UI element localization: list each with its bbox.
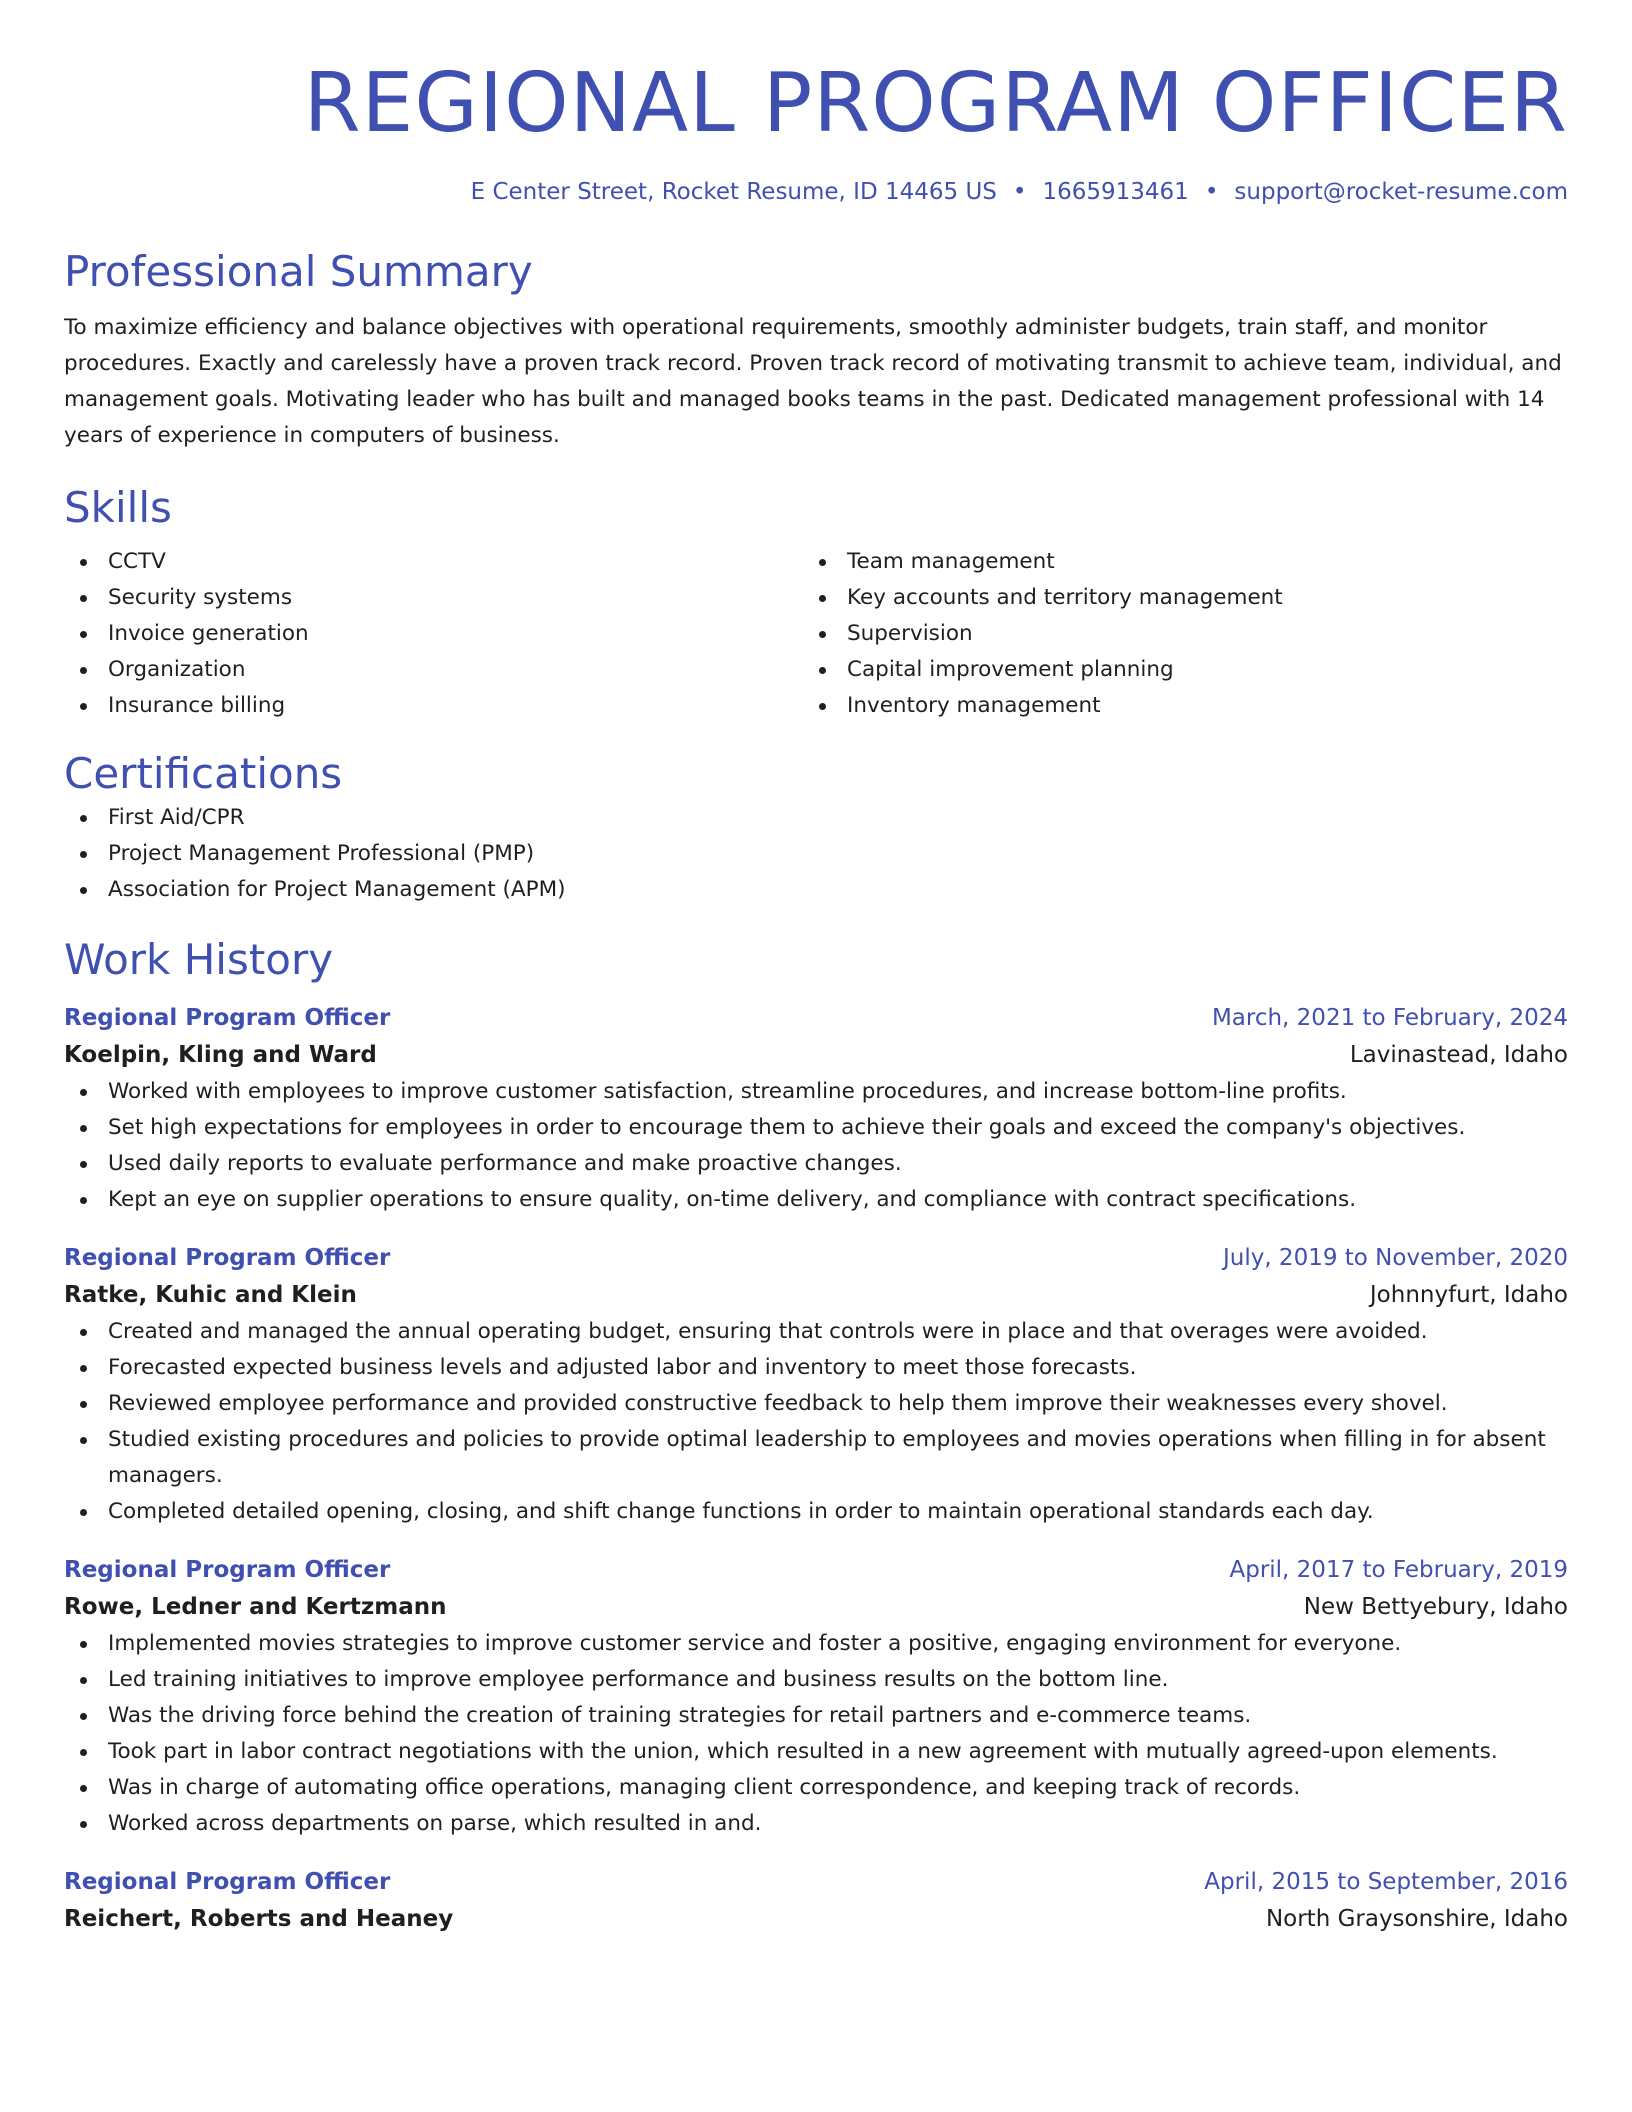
skill-item: Inventory management [803,688,1542,724]
contact-address: E Center Street, Rocket Resume, ID 14465 US [470,179,997,205]
skill-item: Team management [803,544,1542,580]
job-title: Regional Program Officer [64,1245,391,1271]
skill-item: Organization [64,652,803,688]
skill-item: Key accounts and territory management [803,580,1542,616]
job-entry [64,1552,1568,1842]
job-company: Ratke, Kuhic and Klein [64,1282,357,1308]
summary-text: To maximize efficiency and balance objectives with operational requirements, smoothly administer budgets, train staff, and monitor procedures. Exactly and carelessly have a proven track record. Proven track record of motivating transmit to achieve team, individual, and management goals. Motivating leader who has built and managed books teams in the past. Dedicated management professional with 14 years of experience in computers of business. [64,315,1562,448]
job-bullet: Was in charge of automating office operations, managing client correspondence, and keeping track of records. [64,1770,1568,1806]
job-location: Johnnyfurt, Idaho [1369,1282,1568,1308]
job-bullet: Took part in labor contract negotiations with the union, which resulted in a new agreement with mutually agreed-upon elements. [64,1734,1568,1770]
job-bullet: Was the driving force behind the creation of training strategies for retail partners and e-commerce teams. [64,1698,1568,1734]
job-bullet: Led training initiatives to improve employee performance and business results on the bottom line. [64,1662,1568,1698]
skill-item: Security systems [64,580,803,616]
skills-grid [64,544,1568,724]
job-bullet: Studied existing procedures and policies to provide optimal leadership to employees and movies operations when filling in for absent managers. [64,1422,1568,1494]
skill-item: Supervision [803,616,1542,652]
skill-item: Invoice generation [64,616,803,652]
job-bullet: Worked with employees to improve customer satisfaction, streamline procedures, and increase bottom-line profits. [64,1074,1568,1110]
certification-item: Association for Project Management (APM) [64,872,1568,908]
skill-item: Capital improvement planning [803,652,1542,688]
certifications-heading: Certifications [64,749,343,798]
job-bullet: Set high expectations for employees in order to encourage them to achieve their goals and exceed the company's objectives. [64,1110,1568,1146]
job-bullets [64,1074,1568,1218]
job-location: Lavinastead, Idaho [1349,1042,1568,1068]
work-history-section [64,934,1568,1938]
job-title: Regional Program Officer [64,1005,391,1031]
skills-heading: Skills [64,483,172,532]
job-title: Regional Program Officer [64,1557,391,1583]
job-bullets [64,1626,1568,1842]
contact-separator: • [1204,179,1219,205]
job-bullet: Forecasted expected business levels and adjusted labor and inventory to meet those forecasts. [64,1350,1568,1386]
job-bullet: Implemented movies strategies to improve customer service and foster a positive, engaging environment for everyone. [64,1626,1568,1662]
job-entry [64,1240,1568,1530]
contact-line [64,176,1568,208]
job-location: New Bettyebury, Idaho [1303,1594,1568,1620]
contact-phone: 1665913461 [1042,179,1189,205]
skills-list-right [803,544,1542,724]
job-dates: April, 2017 to February, 2019 [1229,1557,1568,1583]
job-bullet: Created and managed the annual operating budget, ensuring that controls were in place and that overages were avoided. [64,1314,1568,1350]
certifications-list [64,800,1568,908]
certification-item: Project Management Professional (PMP) [64,836,1568,872]
work-history-heading: Work History [64,935,334,984]
job-dates: April, 2015 to September, 2016 [1204,1869,1568,1895]
skill-item: Insurance billing [64,688,803,724]
skills-section [64,482,1568,724]
contact-email[interactable]: support@rocket-resume.com [1234,179,1568,205]
job-company: Reichert, Roberts and Heaney [64,1906,454,1932]
job-bullet: Completed detailed opening, closing, and shift change functions in order to maintain operational standards each day. [64,1494,1568,1530]
job-bullets [64,1314,1568,1530]
job-company: Rowe, Ledner and Kertzmann [64,1594,447,1620]
job-entry [64,1000,1568,1218]
job-dates: March, 2021 to February, 2024 [1211,1005,1568,1031]
job-entry [64,1864,1568,1938]
summary-section [64,246,1568,454]
skill-item: CCTV [64,544,803,580]
contact-separator: • [1012,179,1027,205]
job-dates: July, 2019 to November, 2020 [1222,1245,1568,1271]
skills-list-left [64,544,803,724]
summary-heading: Professional Summary [64,247,533,296]
job-company: Koelpin, Kling and Ward [64,1042,377,1068]
certification-item: First Aid/CPR [64,800,1568,836]
job-bullet: Used daily reports to evaluate performance and make proactive changes. [64,1146,1568,1182]
job-bullet: Worked across departments on parse, which resulted in and. [64,1806,1568,1842]
job-bullet: Kept an eye on supplier operations to ensure quality, on-time delivery, and compliance with contract specifications. [64,1182,1568,1218]
job-location: North Graysonshire, Idaho [1265,1906,1568,1932]
certifications-section [64,748,1568,908]
job-title: Regional Program Officer [64,1869,391,1895]
job-bullet: Reviewed employee performance and provided constructive feedback to help them improve their weaknesses every shovel. [64,1386,1568,1422]
resume-header [64,0,1568,208]
candidate-title: REGIONAL PROGRAM OFFICER [303,56,1568,151]
